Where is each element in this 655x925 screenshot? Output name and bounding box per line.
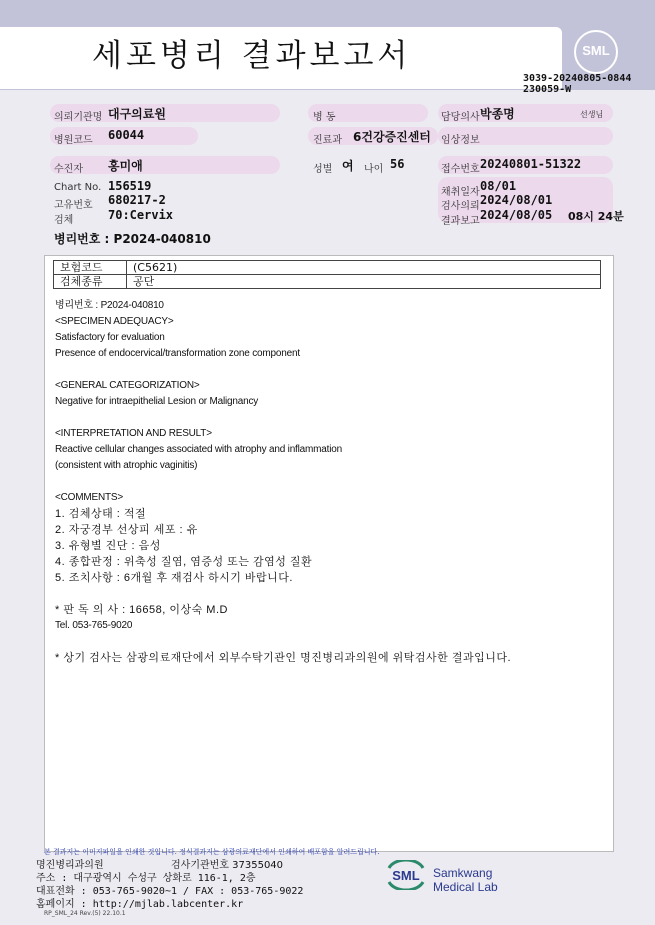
result-line: Presence of endocervical/transformation zone component [55, 348, 300, 359]
collect-label: 채취일자 [441, 187, 480, 198]
sex-value: 여 [342, 159, 354, 173]
report-date-label: 결과보고 [441, 216, 480, 227]
result-line: * 상기 검사는 삼광의료재단에서 외부수탁기관인 명진병리과의원에 위탁검사한 결과입니다. [55, 652, 512, 664]
insurance-code-label: 보험코드 [54, 261, 127, 275]
result-line: 병리번호 : P2024-040810 [55, 300, 164, 311]
result-line: Tel. 053-765-9020 [55, 620, 133, 631]
report-time-value: 08시 24분 [568, 210, 624, 223]
patient-label: 수진자 [54, 164, 83, 175]
result-line: 1. 검체상태 : 적절 [55, 508, 147, 520]
ward-label: 병 동 [313, 112, 336, 123]
result-line: <GENERAL CATEGORIZATION> [55, 380, 200, 391]
doctor-suffix: 선생님 [580, 110, 604, 119]
unique-value: 680217-2 [108, 193, 166, 207]
institution-number: 검사기관번호 37355040 [171, 860, 284, 871]
table-row [54, 275, 601, 289]
clinic-name: 명진병리과의원 [36, 860, 104, 871]
print-notice: 본 결과지는 이미지파일을 인쇄한 것입니다. 정식결과지는 삼광의료재단에서 인쇄하여 배포함을 알려드립니다. [44, 848, 380, 856]
result-line: Reactive cellular changes associated with atrophy and inflammation [55, 444, 342, 455]
company-name: Samkwang Medical Lab [433, 866, 498, 894]
result-line: (consistent with atrophic vaginitis) [55, 460, 198, 471]
chart-value: 156519 [108, 179, 152, 193]
institution-label: 의뢰기관명 [54, 112, 103, 123]
sml-logo-bottom-icon [385, 860, 427, 890]
request-date-value: 2024/08/01 [480, 193, 553, 207]
result-line [55, 586, 511, 602]
department-value: 6건강증진센터 [353, 130, 431, 144]
patient-value: 홍미애 [108, 159, 143, 173]
address: 주소 : 대구광역시 수성구 상화로 116-1, 2층 [36, 873, 256, 884]
sml-logo-text: SML [392, 868, 420, 883]
collect-value: 08/01 [480, 179, 517, 193]
result-line: Negative for intraepithelial Lesion or Malignancy [55, 396, 259, 407]
sml-logo-icon: SML [574, 30, 618, 74]
specimen-type-value: 공단 [127, 275, 601, 289]
result-line [55, 634, 511, 650]
specimen-info-table [53, 260, 601, 289]
result-line [55, 362, 511, 378]
form-code: RP_SML_24 Rev.(5) 22.10.1 [44, 910, 126, 917]
receipt-value: 20240801-51322 [480, 157, 582, 171]
age-value: 56 [390, 157, 405, 171]
sex-label: 성별 [313, 164, 333, 175]
result-panel [44, 255, 614, 852]
homepage-link: 홈페이지 : http://mjlab.labcenter.kr [36, 899, 244, 910]
hospital-code-label: 병원코드 [54, 135, 93, 146]
doctor-value: 박종명 [480, 107, 515, 121]
result-line [55, 474, 511, 490]
institution-value: 대구의료원 [108, 107, 166, 121]
unique-label: 고유번호 [54, 200, 93, 211]
department-label: 진료과 [313, 135, 342, 146]
result-line [55, 410, 511, 426]
result-line: 3. 유형별 진단 : 음성 [55, 540, 161, 552]
specimen-type-label: 검체종류 [54, 275, 127, 289]
result-body [55, 298, 511, 666]
insurance-code-value: (C5621) [127, 261, 601, 275]
report-date-value: 2024/08/05 [480, 208, 553, 222]
report-title: 세포병리 결과보고서 [92, 38, 412, 74]
result-line: <COMMENTS> [55, 492, 124, 503]
pathology-number: 병리번호 : P2024-040810 [54, 232, 211, 246]
age-label: 나이 [364, 164, 384, 175]
table-row [54, 261, 601, 275]
receipt-label: 접수번호 [441, 164, 480, 175]
result-line: 2. 자궁경부 선상피 세포 : 유 [55, 524, 198, 536]
phone-fax: 대표전화 : 053-765-9020~1 / FAX : 053-765-9022 [36, 886, 304, 897]
result-line: <SPECIMEN ADEQUACY> [55, 316, 174, 327]
specimen-label: 검체 [54, 215, 74, 226]
hospital-code-value: 60044 [108, 128, 145, 142]
chart-label: Chart No. [54, 182, 102, 193]
clinical-info-label: 임상정보 [441, 135, 480, 146]
patient-pill [50, 156, 280, 174]
request-date-label: 검사의뢰 [441, 201, 480, 212]
result-line: <INTERPRETATION AND RESULT> [55, 428, 212, 439]
result-line: 5. 조치사항 : 6개월 후 재검사 하시기 바랍니다. [55, 572, 293, 584]
specimen-value: 70:Cervix [108, 208, 174, 222]
doctor-label: 담당의사 [441, 112, 480, 123]
result-line: 4. 종합판정 : 위축성 질염, 염증성 또는 감염성 질환 [55, 556, 313, 568]
request-number: 3039-20240805-0844 230059-W [523, 73, 632, 95]
result-line: * 판 독 의 사 : 16658, 이상숙 M.D [55, 604, 228, 616]
result-line: Satisfactory for evaluation [55, 332, 165, 343]
